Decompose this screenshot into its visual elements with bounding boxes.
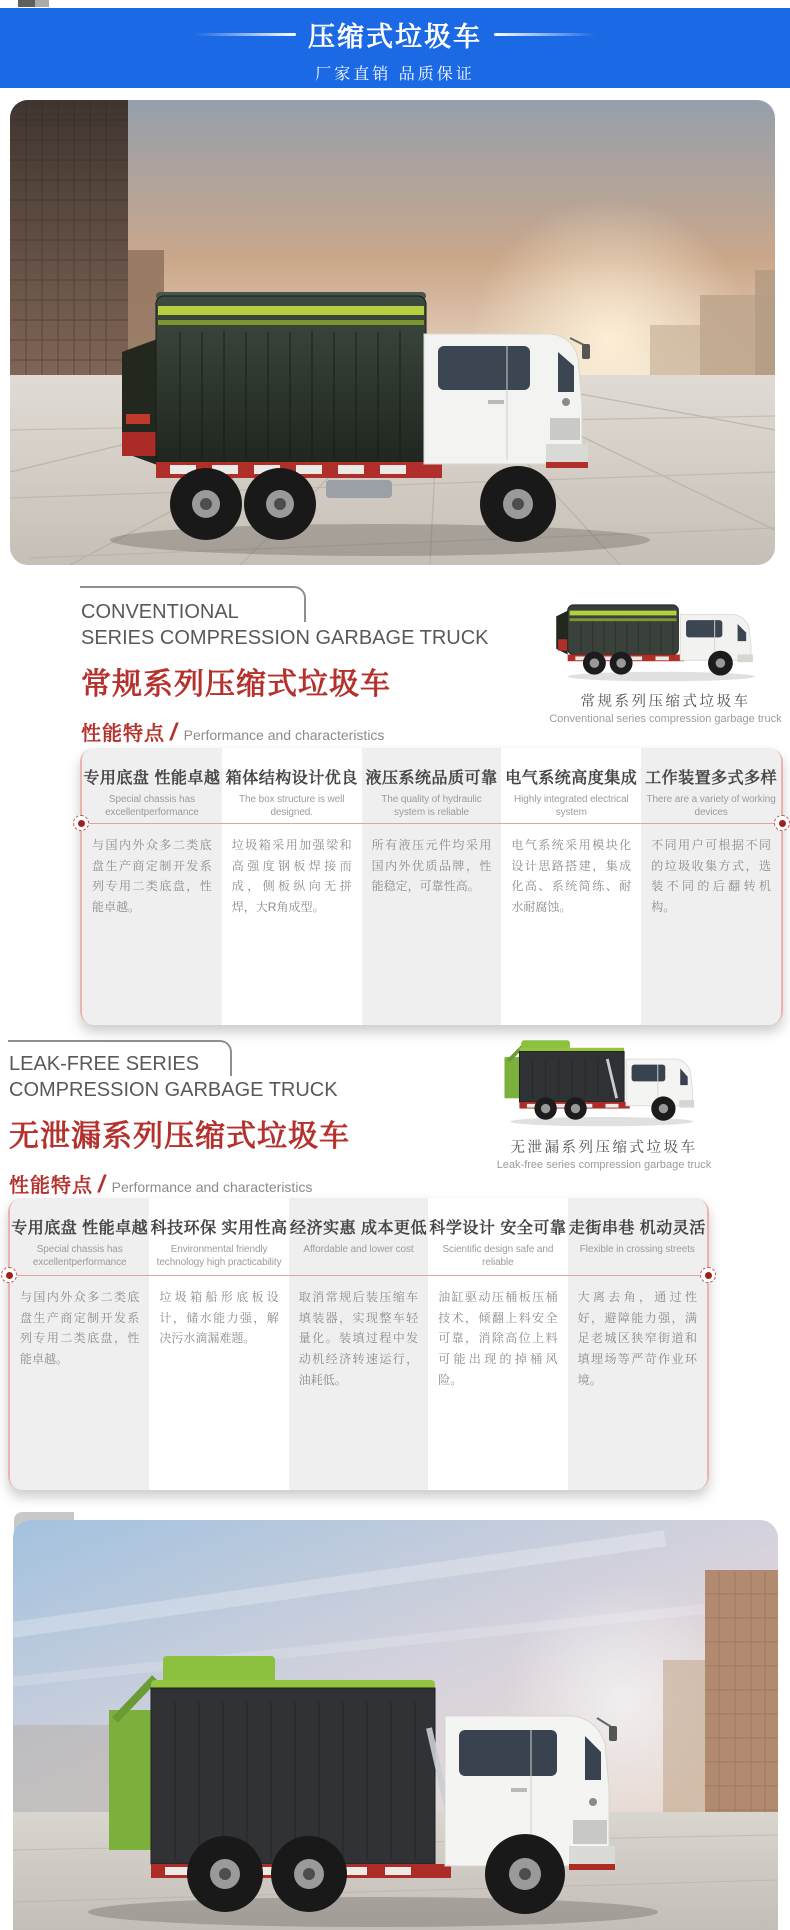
feature-title-zh: 箱体结构设计优良 [225, 770, 358, 787]
thumbnail1-caption-zh: 常规系列压缩式垃圾车 [580, 694, 751, 710]
feature-title-en: Environmental friendly technology high practicability [156, 1244, 282, 1269]
feature-title-zh: 科学设计 安全可靠 [429, 1220, 567, 1237]
performance-label-en: Performance and characteristics [183, 726, 385, 743]
feature-title-en: Highly integrated electrical system [514, 794, 629, 819]
card-divider-line [82, 823, 781, 824]
title-rule-right [494, 33, 596, 36]
card-divider-line [10, 1275, 707, 1276]
leak-free-truck-thumbnail-illustration [497, 1028, 712, 1133]
feature-title-zh: 液压系统品质可靠 [365, 770, 498, 787]
feature-body: 所有液压元件均采用国内外优质品牌，性能稳定，可靠性高。 [371, 838, 492, 894]
section2-thumbnail [468, 1028, 740, 1171]
section1-title-en-line1: CONVENTIONAL [81, 601, 239, 623]
feature-cell [362, 748, 502, 1025]
feature-title-en: The quality of hydraulic system is reliable [381, 794, 482, 819]
feature-title-zh: 科技环保 实用性高 [150, 1220, 288, 1237]
feature-cell [222, 748, 362, 1025]
bullseye-icon [73, 815, 89, 831]
performance-label-zh: 性能特点 [9, 1174, 93, 1197]
feature-title-en: Scientific design safe and reliable [442, 1244, 554, 1269]
bullseye-icon [774, 815, 790, 831]
section2-title-zh: 无泄漏系列压缩式垃圾车 [9, 1119, 350, 1153]
feature-body: 大离去角，通过性好，避障能力强，满足老城区狭窄街道和填埋场等严苛作业环境。 [577, 1290, 697, 1387]
feature-title-zh: 经济实惠 成本更低 [290, 1220, 427, 1237]
section2-performance-label [9, 1169, 489, 1199]
thumbnail1-caption-en: Conventional series compression garbage truck [549, 713, 782, 725]
feature-columns [10, 1198, 707, 1490]
feature-body: 不同用户可根据不同的垃圾收集方式，选装不同的后翻转机构。 [651, 838, 771, 914]
title-rule-left [194, 33, 296, 36]
feature-title-zh: 电气系统高度集成 [505, 770, 638, 787]
feature-title-zh: 工作装置多式多样 [645, 770, 778, 787]
feature-title-en: Special chassis has excellentperformance [105, 794, 199, 819]
feature-cell [641, 748, 781, 1025]
feature-title-en: There are a variety of working devices [646, 794, 776, 819]
feature-title-en: Flexible in crossing streets [579, 1244, 695, 1255]
bullseye-icon [700, 1267, 716, 1283]
feature-cell [10, 1198, 149, 1490]
feature-cell [501, 748, 641, 1025]
feature-columns [82, 748, 781, 1025]
page-banner [0, 8, 790, 88]
section2-feature-card [8, 1198, 709, 1490]
banner-title-row [194, 15, 596, 54]
section1-feature-card [80, 748, 783, 1025]
page-corner-chip-dark [18, 0, 35, 7]
feature-title-en: Affordable and lower cost [303, 1244, 414, 1255]
garbage-truck-sunset-illustration [10, 100, 775, 565]
feature-body: 油缸驱动压桶板压桶技术，倾翻上料安全可靠，消除高位上料可能出现的掉桶风险。 [438, 1290, 558, 1387]
conventional-truck-thumbnail-illustration [552, 582, 780, 687]
feature-title-zh: 走街串巷 机动灵活 [568, 1220, 706, 1237]
leak-free-truck-city-illustration [13, 1520, 778, 1930]
section1-thumbnail [548, 582, 783, 725]
feature-body: 与国内外众多二类底盘生产商定制开发系列专用二类底盘，性能卓越。 [20, 1290, 140, 1366]
feature-cell [149, 1198, 288, 1490]
feature-title-zh: 专用底盘 性能卓越 [11, 1220, 149, 1237]
section1-performance-label [81, 717, 561, 747]
feature-cell [82, 748, 222, 1025]
feature-body: 与国内外众多二类底盘生产商定制开发系列专用二类底盘，性能卓越。 [92, 838, 212, 914]
feature-body: 取消常规后装压缩车填装器，实现整车轻量化。装填过程中发动机经济转速运行，油耗低。 [298, 1290, 419, 1387]
feature-cell [428, 1198, 567, 1490]
page-corner-chip-light [35, 0, 49, 7]
bullseye-icon [1, 1267, 17, 1283]
feature-title-zh: 专用底盘 性能卓越 [83, 770, 221, 787]
feature-body: 电气系统采用模块化设计思路搭建，集成化高、系统简练、耐水耐腐蚀。 [511, 838, 632, 914]
slash-separator: / [98, 1170, 105, 1198]
feature-body: 垃圾箱船形底板设计，储水能力强，解决污水滴漏难题。 [159, 1290, 279, 1346]
performance-label-en: Performance and characteristics [111, 1178, 313, 1195]
feature-title-en: Special chassis has excellentperformance [32, 1244, 127, 1269]
section2-title-en-line1: LEAK-FREE SERIES [9, 1053, 200, 1075]
page-title: 压缩式垃圾车 [308, 21, 482, 52]
feature-cell [289, 1198, 428, 1490]
section1-title-en-line2: SERIES COMPRESSION GARBAGE TRUCK [81, 627, 489, 650]
hero-photo-leak-free-truck [13, 1520, 778, 1930]
feature-cell [568, 1198, 707, 1490]
section1-title-zh: 常规系列压缩式垃圾车 [81, 667, 391, 701]
performance-label-zh: 性能特点 [81, 722, 165, 745]
slash-separator: / [170, 718, 177, 746]
hero-photo-conventional-truck [10, 100, 775, 565]
section2-title-en-line2: COMPRESSION GARBAGE TRUCK [9, 1079, 338, 1102]
thumbnail2-caption-en: Leak-free series compression garbage truck [496, 1159, 712, 1171]
section1-heading [81, 599, 561, 747]
page-subtitle: 厂家直销 品质保证 [315, 65, 475, 83]
feature-body: 垃圾箱采用加强梁和高强度钢板焊接而成，侧板纵向无拼焊，大R角成型。 [231, 838, 352, 914]
section2-heading [9, 1051, 489, 1199]
thumbnail2-caption-zh: 无泄漏系列压缩式垃圾车 [510, 1140, 698, 1156]
feature-title-en: The box structure is well designed. [239, 794, 345, 819]
